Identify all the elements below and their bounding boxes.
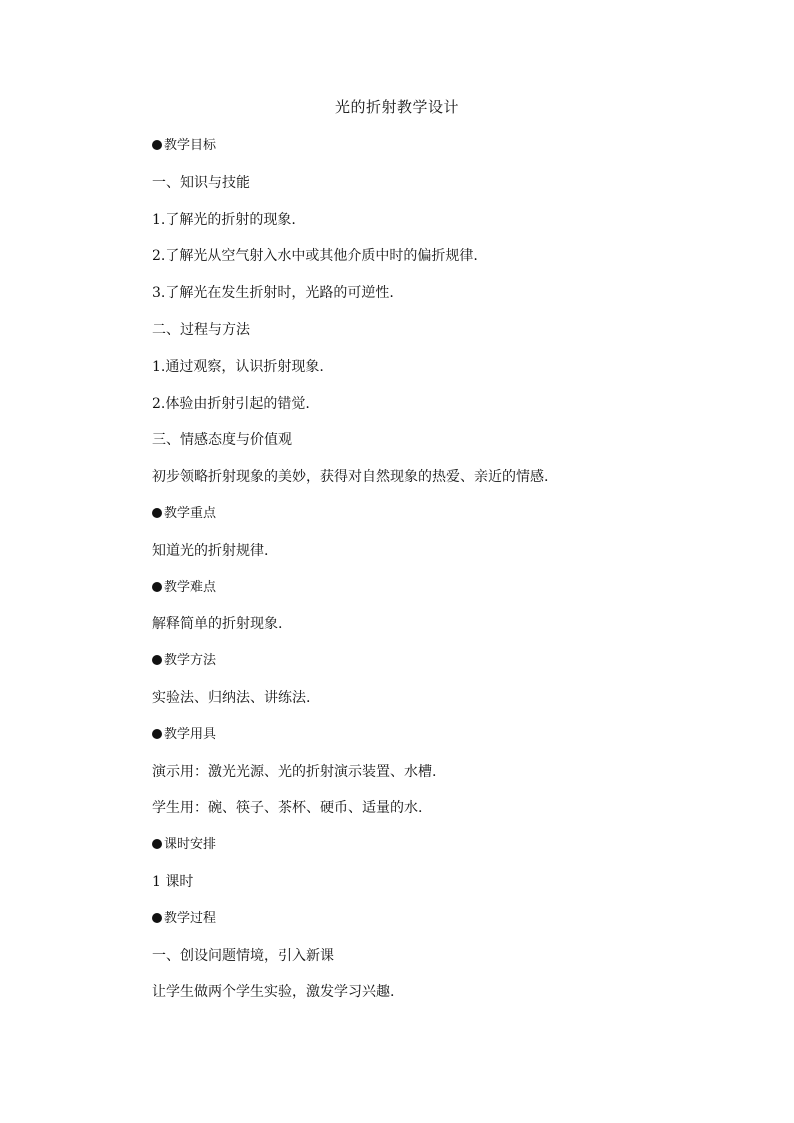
body-text-line: [152, 467, 672, 504]
body-text: 实验法、归纳法、讲练法.: [152, 689, 311, 706]
bullet-icon: [152, 655, 162, 665]
body-text: 初步领略折射现象的美妙，获得对自然现象的热爱、亲近的情感.: [152, 469, 549, 486]
body-text: 三、情感态度与价值观: [152, 432, 292, 449]
section-heading-text: 教学用具: [164, 726, 217, 742]
body-text: 1.了解光的折射的现象.: [152, 211, 296, 228]
body-text: 演示用：激光光源、光的折射演示装置、水槽.: [152, 763, 437, 780]
section-heading-text: 教学重点: [164, 505, 217, 521]
body-text: 解释简单的折射现象.: [152, 616, 283, 633]
body-text-line: [152, 394, 672, 431]
body-text: 一、创设问题情境，引入新课: [152, 947, 334, 964]
section-heading: [152, 725, 672, 762]
section-heading-text: 教学方法: [164, 653, 217, 669]
body-text-line: [152, 283, 672, 320]
body-text-line: [152, 946, 672, 983]
body-text: 让学生做两个学生实验，激发学习兴趣.: [152, 984, 395, 1001]
body-text-line: [152, 173, 672, 210]
body-text: 2.了解光从空气射入水中或其他介质中时的偏折规律.: [152, 248, 478, 265]
body-text: 一、知识与技能: [152, 174, 250, 191]
section-heading-text: 教学难点: [164, 579, 217, 595]
section-heading-text: 课时安排: [164, 837, 217, 853]
body-text-line: [152, 872, 672, 909]
section-heading: [152, 835, 672, 872]
bullet-icon: [152, 913, 162, 923]
body-text-line: [152, 430, 672, 467]
body-text: 二、过程与方法: [152, 321, 250, 338]
document-title: 光的折射教学设计: [334, 98, 459, 116]
body-text: 2.体验由折射引起的错觉.: [152, 395, 310, 412]
body-text: 3.了解光在发生折射时，光路的可逆性.: [152, 285, 394, 302]
body-text-line: [152, 246, 672, 283]
section-heading: [152, 136, 672, 173]
bullet-icon: [152, 582, 162, 592]
body-text: 1.通过观察，认识折射现象.: [152, 358, 324, 375]
bullet-icon: [152, 839, 162, 849]
body-text: 知道光的折射规律.: [152, 542, 269, 559]
document-body: [152, 136, 672, 1019]
body-text-line: [152, 614, 672, 651]
body-text: 学生用：碗、筷子、茶杯、硬币、适量的水.: [152, 800, 423, 817]
body-text: 1 课时: [152, 873, 194, 890]
section-heading-text: 教学目标: [164, 138, 217, 153]
body-text-line: [152, 357, 672, 394]
section-heading: [152, 909, 672, 946]
body-text-line: [152, 982, 672, 1019]
body-text-line: [152, 541, 672, 578]
section-heading: [152, 504, 672, 541]
bullet-icon: [152, 729, 162, 739]
section-heading: [152, 651, 672, 688]
body-text-line: [152, 798, 672, 835]
body-text-line: [152, 762, 672, 799]
bullet-icon: [152, 140, 162, 150]
body-text-line: [152, 210, 672, 247]
section-heading-text: 教学过程: [164, 910, 217, 926]
bullet-icon: [152, 508, 162, 518]
body-text-line: [152, 320, 672, 357]
body-text-line: [152, 688, 672, 725]
section-heading: [152, 578, 672, 615]
